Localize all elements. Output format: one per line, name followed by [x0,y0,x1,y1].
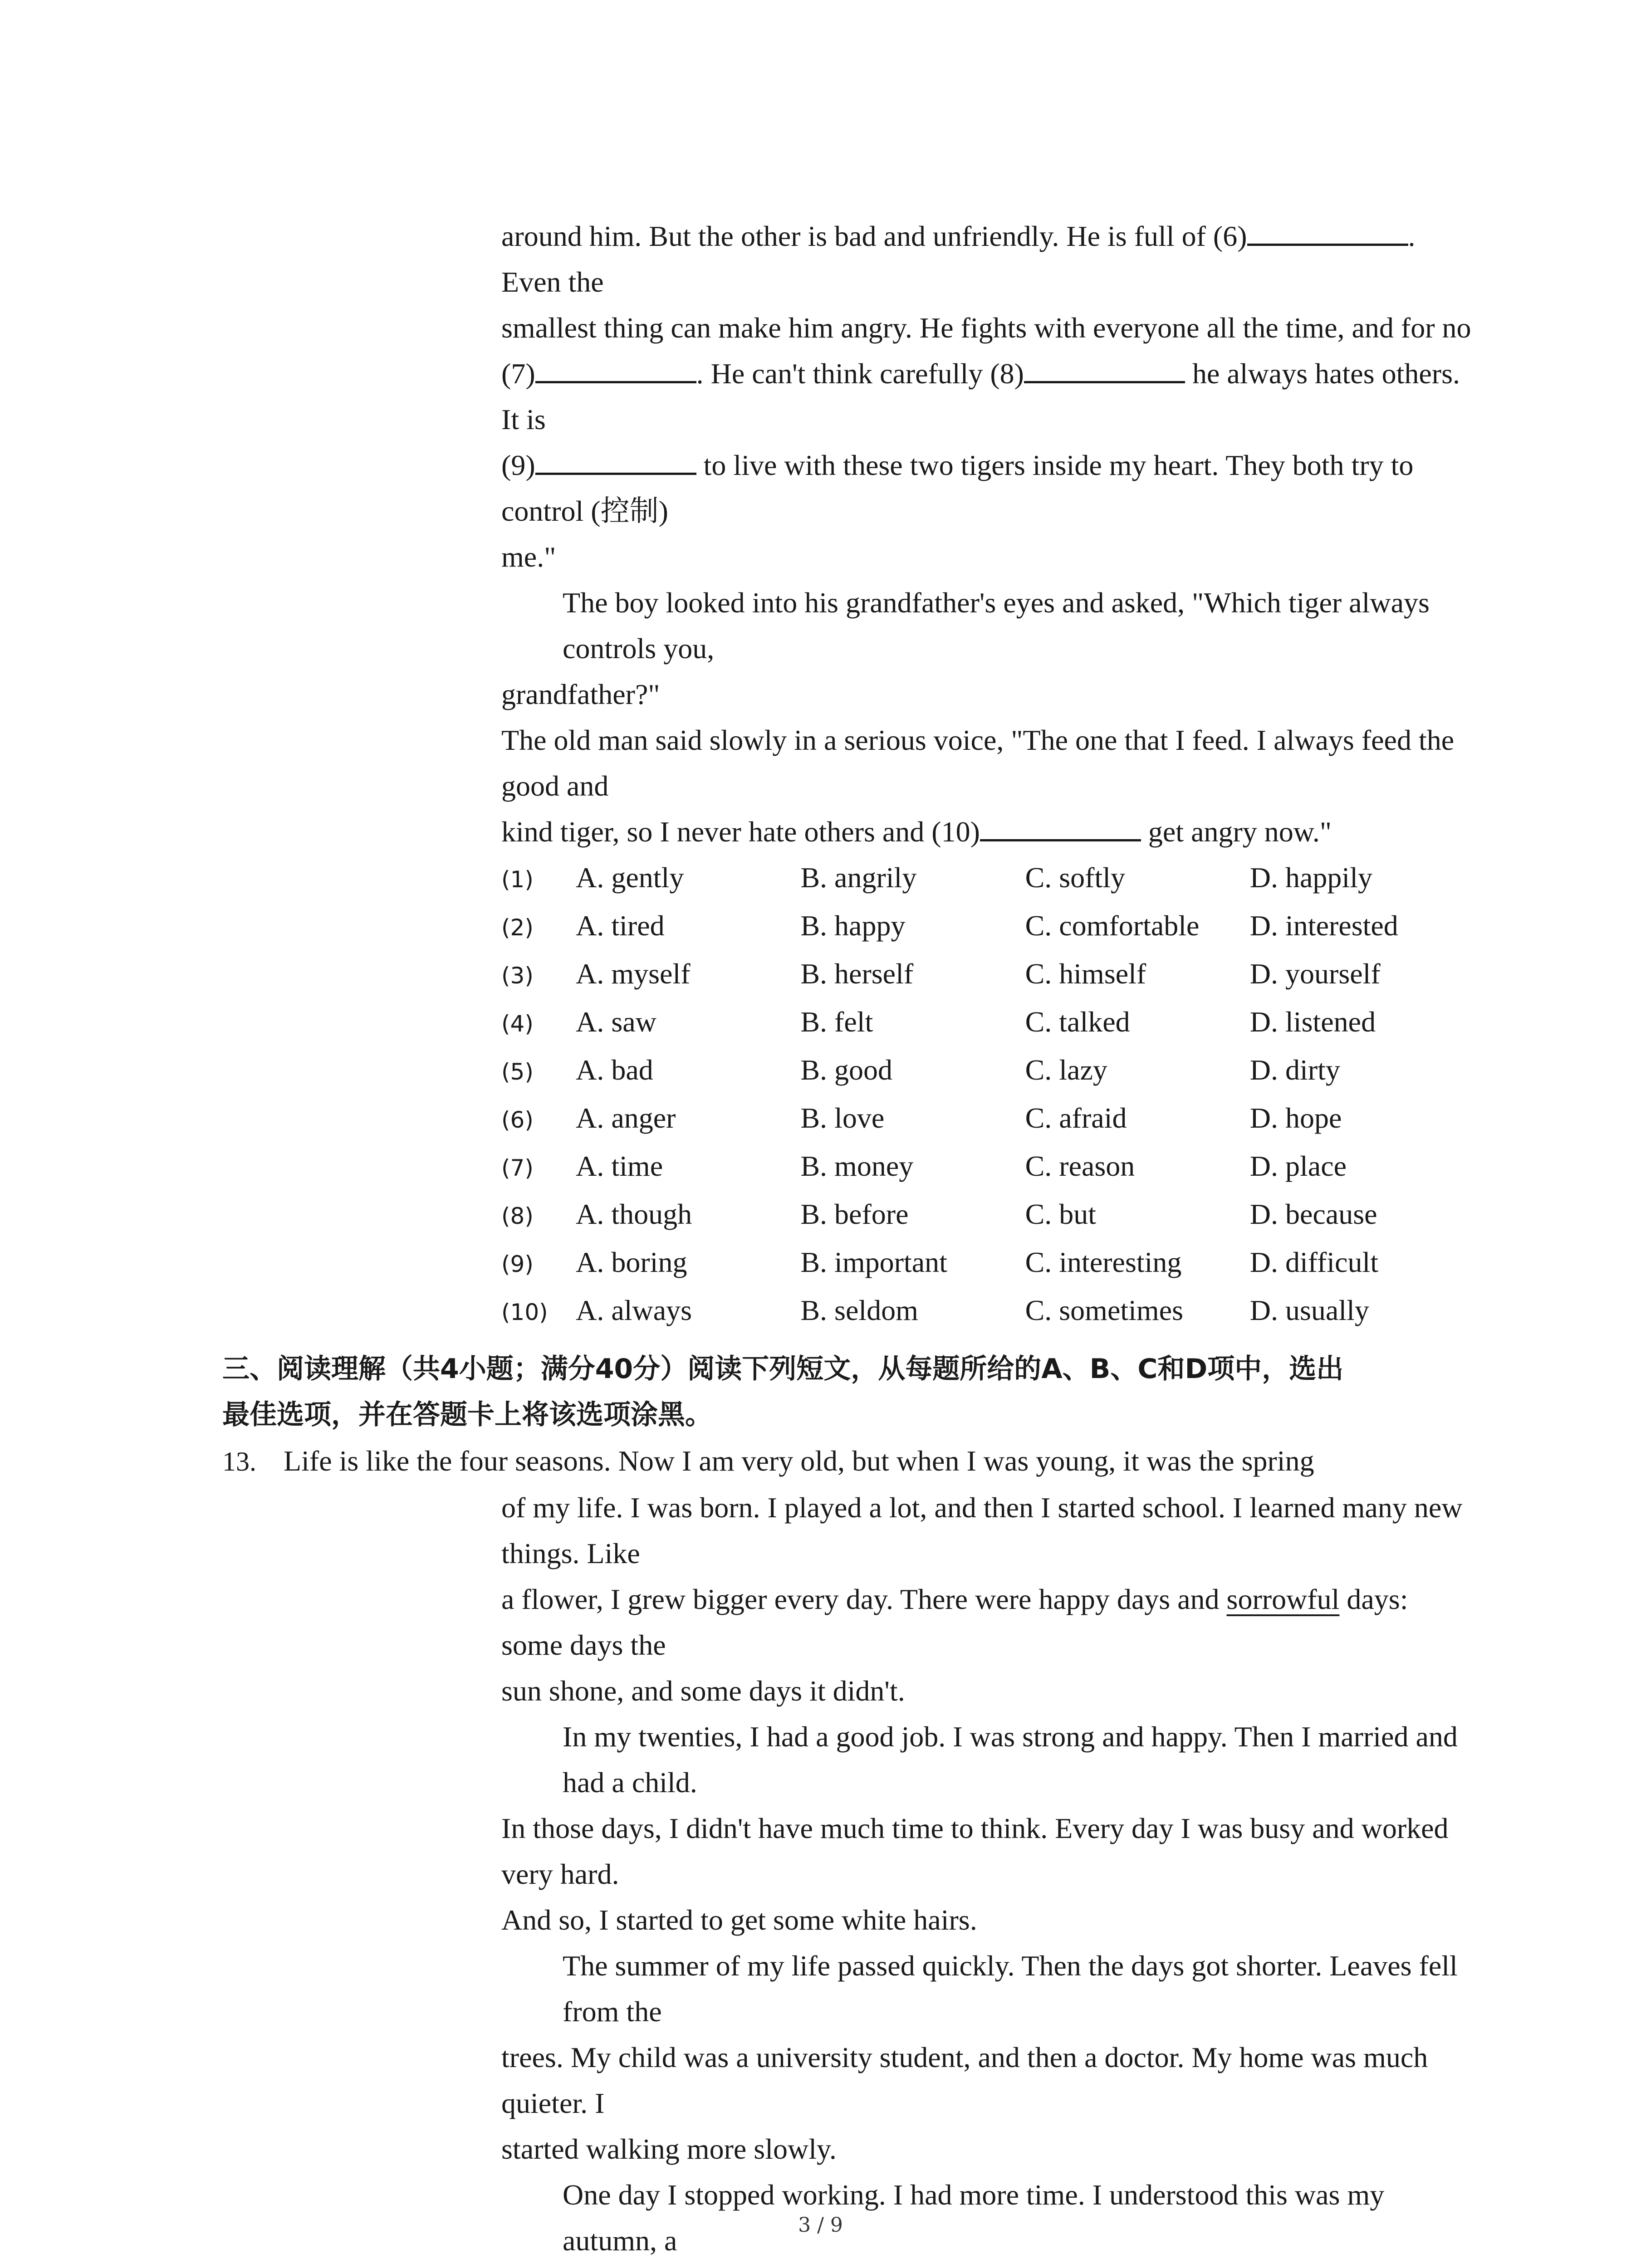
passage-line: smallest thing can make him angry. He fights with everyone all the time, and for no [501,312,1471,344]
passage-line: me." [501,541,556,573]
option-row: (8) A. though B. before C. but D. because [501,1198,1377,1230]
blank-10 [980,813,1141,841]
blank-8 [1024,355,1185,383]
page-content [222,213,1474,2268]
passage-line: 13. Life is like the four seasons. Now I am very old, but when I was young, it was the spring [222,1438,1474,1485]
passage-line: around him. But the other is bad and unfriendly. He is full of (6) . Even the [222,213,1474,305]
page-number: 3 / 9 [798,2214,843,2237]
passage-line: The old man said slowly in a serious voice, "The one that I feed. I always feed the good and [501,724,1455,802]
passage-line: trees. My child was a university student, and then a doctor. My home was much quieter. I [501,2041,1428,2119]
passage-line: The boy looked into his grandfather's eyes and asked, "Which tiger always controls you, [563,587,1430,665]
question-number: 13. [222,1447,256,1476]
option-row: (9) A. boring B. important C. interesting D. difficult [501,1246,1379,1278]
passage-line: a flower, I grew bigger every day. There were happy days and sorrowful days: some days the [501,1583,1408,1661]
passage-line: One day I stopped working. I had more time. I understood this was my autumn, a [563,2179,1385,2257]
passage-line: kind tiger, so I never hate others and (10) get angry now." [222,809,1474,855]
option-row: (3) A. myself B. herself C. himself D. yourself [501,958,1381,990]
section-heading: 三、阅读理解（共4小题；满分40分）阅读下列短文，从每题所给的A、B、C和D项中，选出 最佳选项，并在答题卡上将该选项涂黑。 [222,1353,1344,1431]
passage-line: In those days, I didn't have much time to think. Every day I was busy and worked very hard. [501,1812,1449,1890]
option-row: (2) A. tired B. happy C. comfortable D. interested [501,909,1398,942]
option-row: (6) A. anger B. love C. afraid D. hope [501,1102,1342,1134]
passage-line: The summer of my life passed quickly. Then the days got shorter. Leaves fell from the [563,1950,1458,2028]
passage-line: (9) to live with these two tigers inside my heart. They both try to control (控制) [222,442,1474,534]
cloze-options [222,855,1474,1335]
passage-line: And so, I started to get some white hairs. [501,1904,977,1936]
passage-line [222,2263,1474,2268]
passage-line: grandfather?" [501,678,660,710]
blank-7 [535,355,696,383]
option-row: (4) A. saw B. felt C. talked D. listened [501,1006,1376,1038]
option-row: (10) A. always B. seldom C. sometimes D. usually [501,1294,1369,1326]
option-row: (1) A. gently B. angrily C. softly D. happily [501,861,1372,894]
passage-line: of my life. I was born. I played a lot, and then I started school. I learned many new things. Like [501,1491,1463,1569]
blank-9 [535,446,696,475]
blank-6 [1247,217,1408,246]
passage-line: (7) . He can't think carefully (8) he always hates others. It is [222,351,1474,442]
option-row: (5) A. bad B. good C. lazy D. dirty [501,1054,1340,1086]
passage-line: sun shone, and some days it didn't. [501,1675,905,1707]
underlined-word: sorrowful [1226,1583,1340,1615]
option-row: (7) A. time B. money C. reason D. place [501,1150,1347,1182]
passage-line: In my twenties, I had a good job. I was strong and happy. Then I married and had a child. [563,1721,1458,1799]
passage-line: started walking more slowly. [501,2133,837,2165]
